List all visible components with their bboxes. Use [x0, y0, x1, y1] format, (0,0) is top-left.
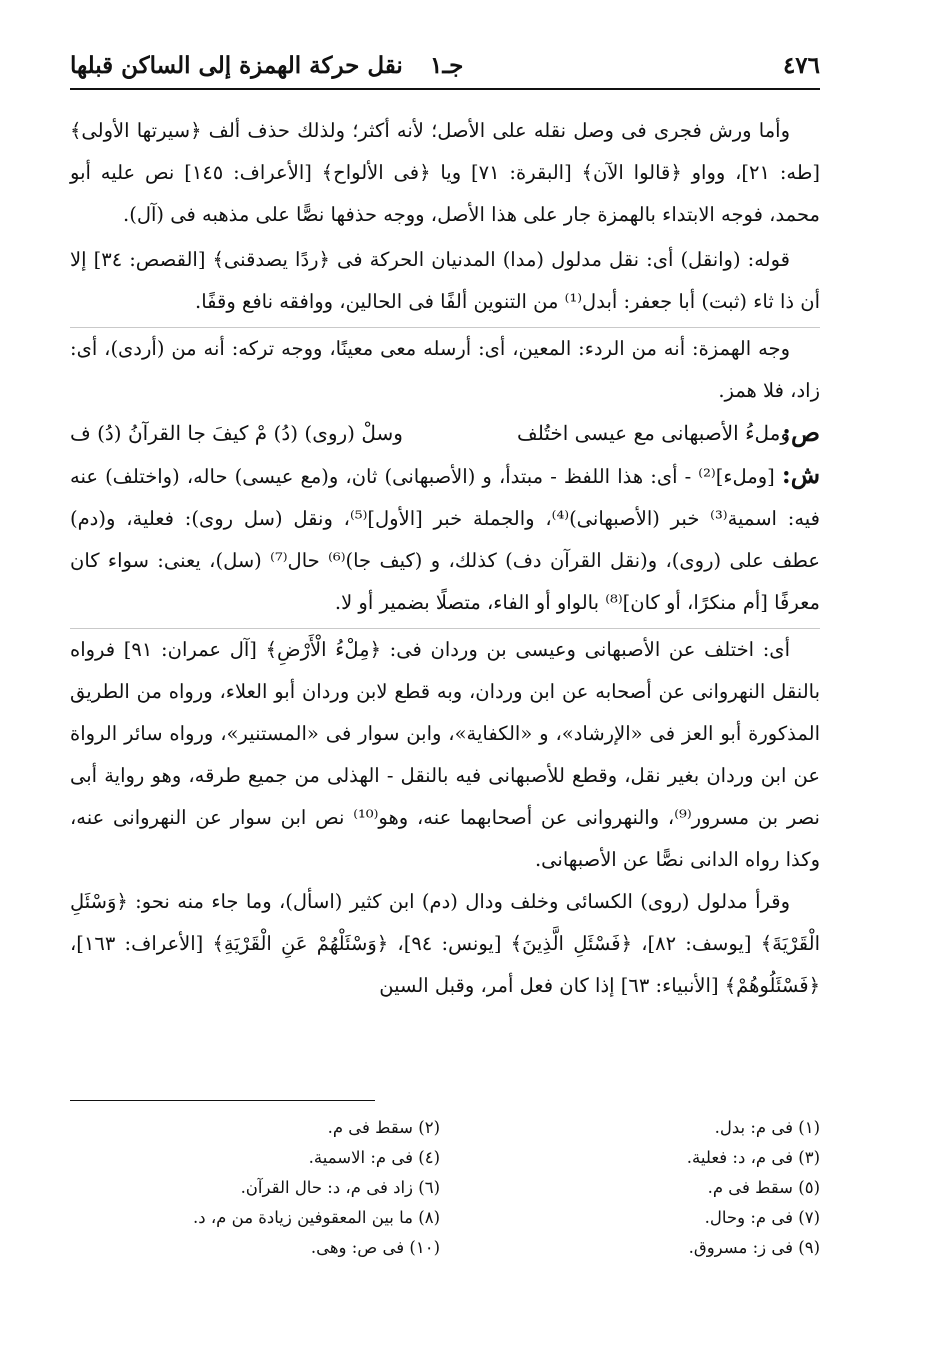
footnote: (٧) فى م: وحال.	[704, 1208, 820, 1227]
paragraph-sharh	[70, 454, 820, 624]
footnote: (٩) فى ز: مسروق.	[688, 1238, 820, 1257]
verse-second-hemistich: وسلْ (روى) (دُ) مْ كيفَ جا القرآنُ (دُ) ف	[70, 421, 403, 445]
footnote: (٥) سقط فى م.	[707, 1178, 820, 1197]
paragraph-ikhtilaf: أى: اختلف عن الأصبهانى وعيسى بن وردان فى: ﴿مِلْءُ الْأَرْضِ﴾ [آل عمران: ٩١] فرواه بالنقل النهروانى عن أصحابه عن ابن وردان، وبه قطع لابن وردان أبو العلاء، ورواه من الطريق المذكورة أبو العز فى «الإرشاد»، و «الكفاية»، وابن سوار فى «المستنير»، ورواه سائر الرواة عن ابن وردان بغير نقل، وقطع للأصبهانى فيه بالنقل - الهذلى من جميع طرقه، وهو رواية أبى نصر بن مسرور⁽⁹⁾، والنهروانى عن أصحابهما عنه، وهو⁽¹⁰⁾ نص ابن سوار عن النهروانى عنه، وكذا رواه الدانى نصًّا عن الأصبهانى.	[70, 628, 820, 881]
footnote: (٦) زاد فى م، د: حال القرآن.	[240, 1178, 440, 1197]
footnote: (٣) فى م، د: فعلية.	[686, 1148, 820, 1167]
verse-first-hemistich: وملءُ الأصبهانى مع عيسى اختُلف	[517, 421, 790, 445]
footnote: (٨) ما بين المعقوفين زيادة من م، د.	[193, 1208, 440, 1227]
footnote: (٤) فى م: الاسمية.	[308, 1148, 440, 1167]
running-header	[70, 40, 820, 90]
footnote: (١) فى م: بدل.	[714, 1118, 820, 1137]
footnote-rule	[70, 1100, 375, 1101]
verse-line	[70, 412, 820, 454]
page-number: ٤٧٦	[782, 52, 820, 79]
paragraph-qiraa: وقرأ مدلول (روى) الكسائى وخلف ودال (دم) ابن كثير (اسأل)، وما جاء منه نحو: ﴿وَسْئَلِ الْقَرْيَةَ﴾ [يوسف: ٨٢]، ﴿فَسْئَلِ الَّذِينَ﴾ [يونس: ٩٤]، ﴿وَسْئَلْهُمْ عَنِ الْقَرْيَةِ﴾ [الأعراف: ١٦٣]، ﴿فَسْئَلُوهُمْ﴾ [الأنبياء: ٦٣] إذا كان فعل أمر، وقبل السين	[70, 890, 820, 997]
footnotes	[70, 1113, 820, 1263]
footnote: (٢) سقط فى م.	[327, 1118, 440, 1137]
volume-label: جـ١	[430, 52, 464, 79]
footnotes-right-column	[450, 1113, 820, 1263]
verse-label: ص:	[782, 418, 820, 447]
footnotes-left-column	[70, 1113, 440, 1263]
chapter-title: نقل حركة الهمزة إلى الساكن قبلها	[70, 52, 403, 79]
footnote: (١٠) فى ص: وهى.	[310, 1238, 440, 1257]
paragraph-hamza: وجه الهمزة: أنه من الردء: المعين، أى: أرسله معى معينًا، ووجه تركه: أنه من (أردى)، أى: زاد، فلا همز.	[70, 327, 820, 412]
page	[70, 40, 820, 1007]
sharh-label: ش:	[781, 460, 820, 489]
paragraph-naql: قوله: (وانقل) أى: نقل مدلول (مدا) المدنيان الحركة فى ﴿ردًا يصدقنى﴾ [القصص: ٣٤] إلا أن ذا ثاء (ثبت) أبا جعفر: أبدل⁽¹⁾ من التنوين ألفًا فى الحالين، ووافقه نافع وقفًا.	[70, 248, 820, 313]
paragraph-warsh: وأما ورش فجرى فى وصل نقله على الأصل؛ لأنه أكثر؛ ولذلك حذف ألف ﴿سيرتها الأولى﴾ [طه: ٢١]، وواو ﴿قالوا الآن﴾ [البقرة: ٧١] ويا ﴿فى الألواح﴾ [الأعراف: ١٤٥] نص عليه أبو محمد، فوجه الابتداء بالهمزة جار على هذا الأصل، ووجه حذفها نصًّا على مذهبه فى (آل).	[70, 119, 820, 226]
sharh-text: [وملء]⁽²⁾ - أى: هذا اللفظ - مبتدأ، و (الأصبهانى) ثان، و(مع عيسى) حاله، (واختلف) عنه فيه: اسمية⁽³⁾ خبر (الأصبهانى)⁽⁴⁾، والجملة خبر [الأول]⁽⁵⁾، ونقل (سل روى): فعلية، و(دم) عطف على (روى)، و(نقل القرآن دف) كذلك، و (كيف جا)⁽⁶⁾ حال⁽⁷⁾ (سل)، يعنى: سواء كان معرفًا [أم منكرًا، أو كان]⁽⁸⁾ بالواو أو الفاء، متصلًا بضمير أو لا.	[70, 465, 820, 614]
main-text	[70, 110, 820, 1007]
